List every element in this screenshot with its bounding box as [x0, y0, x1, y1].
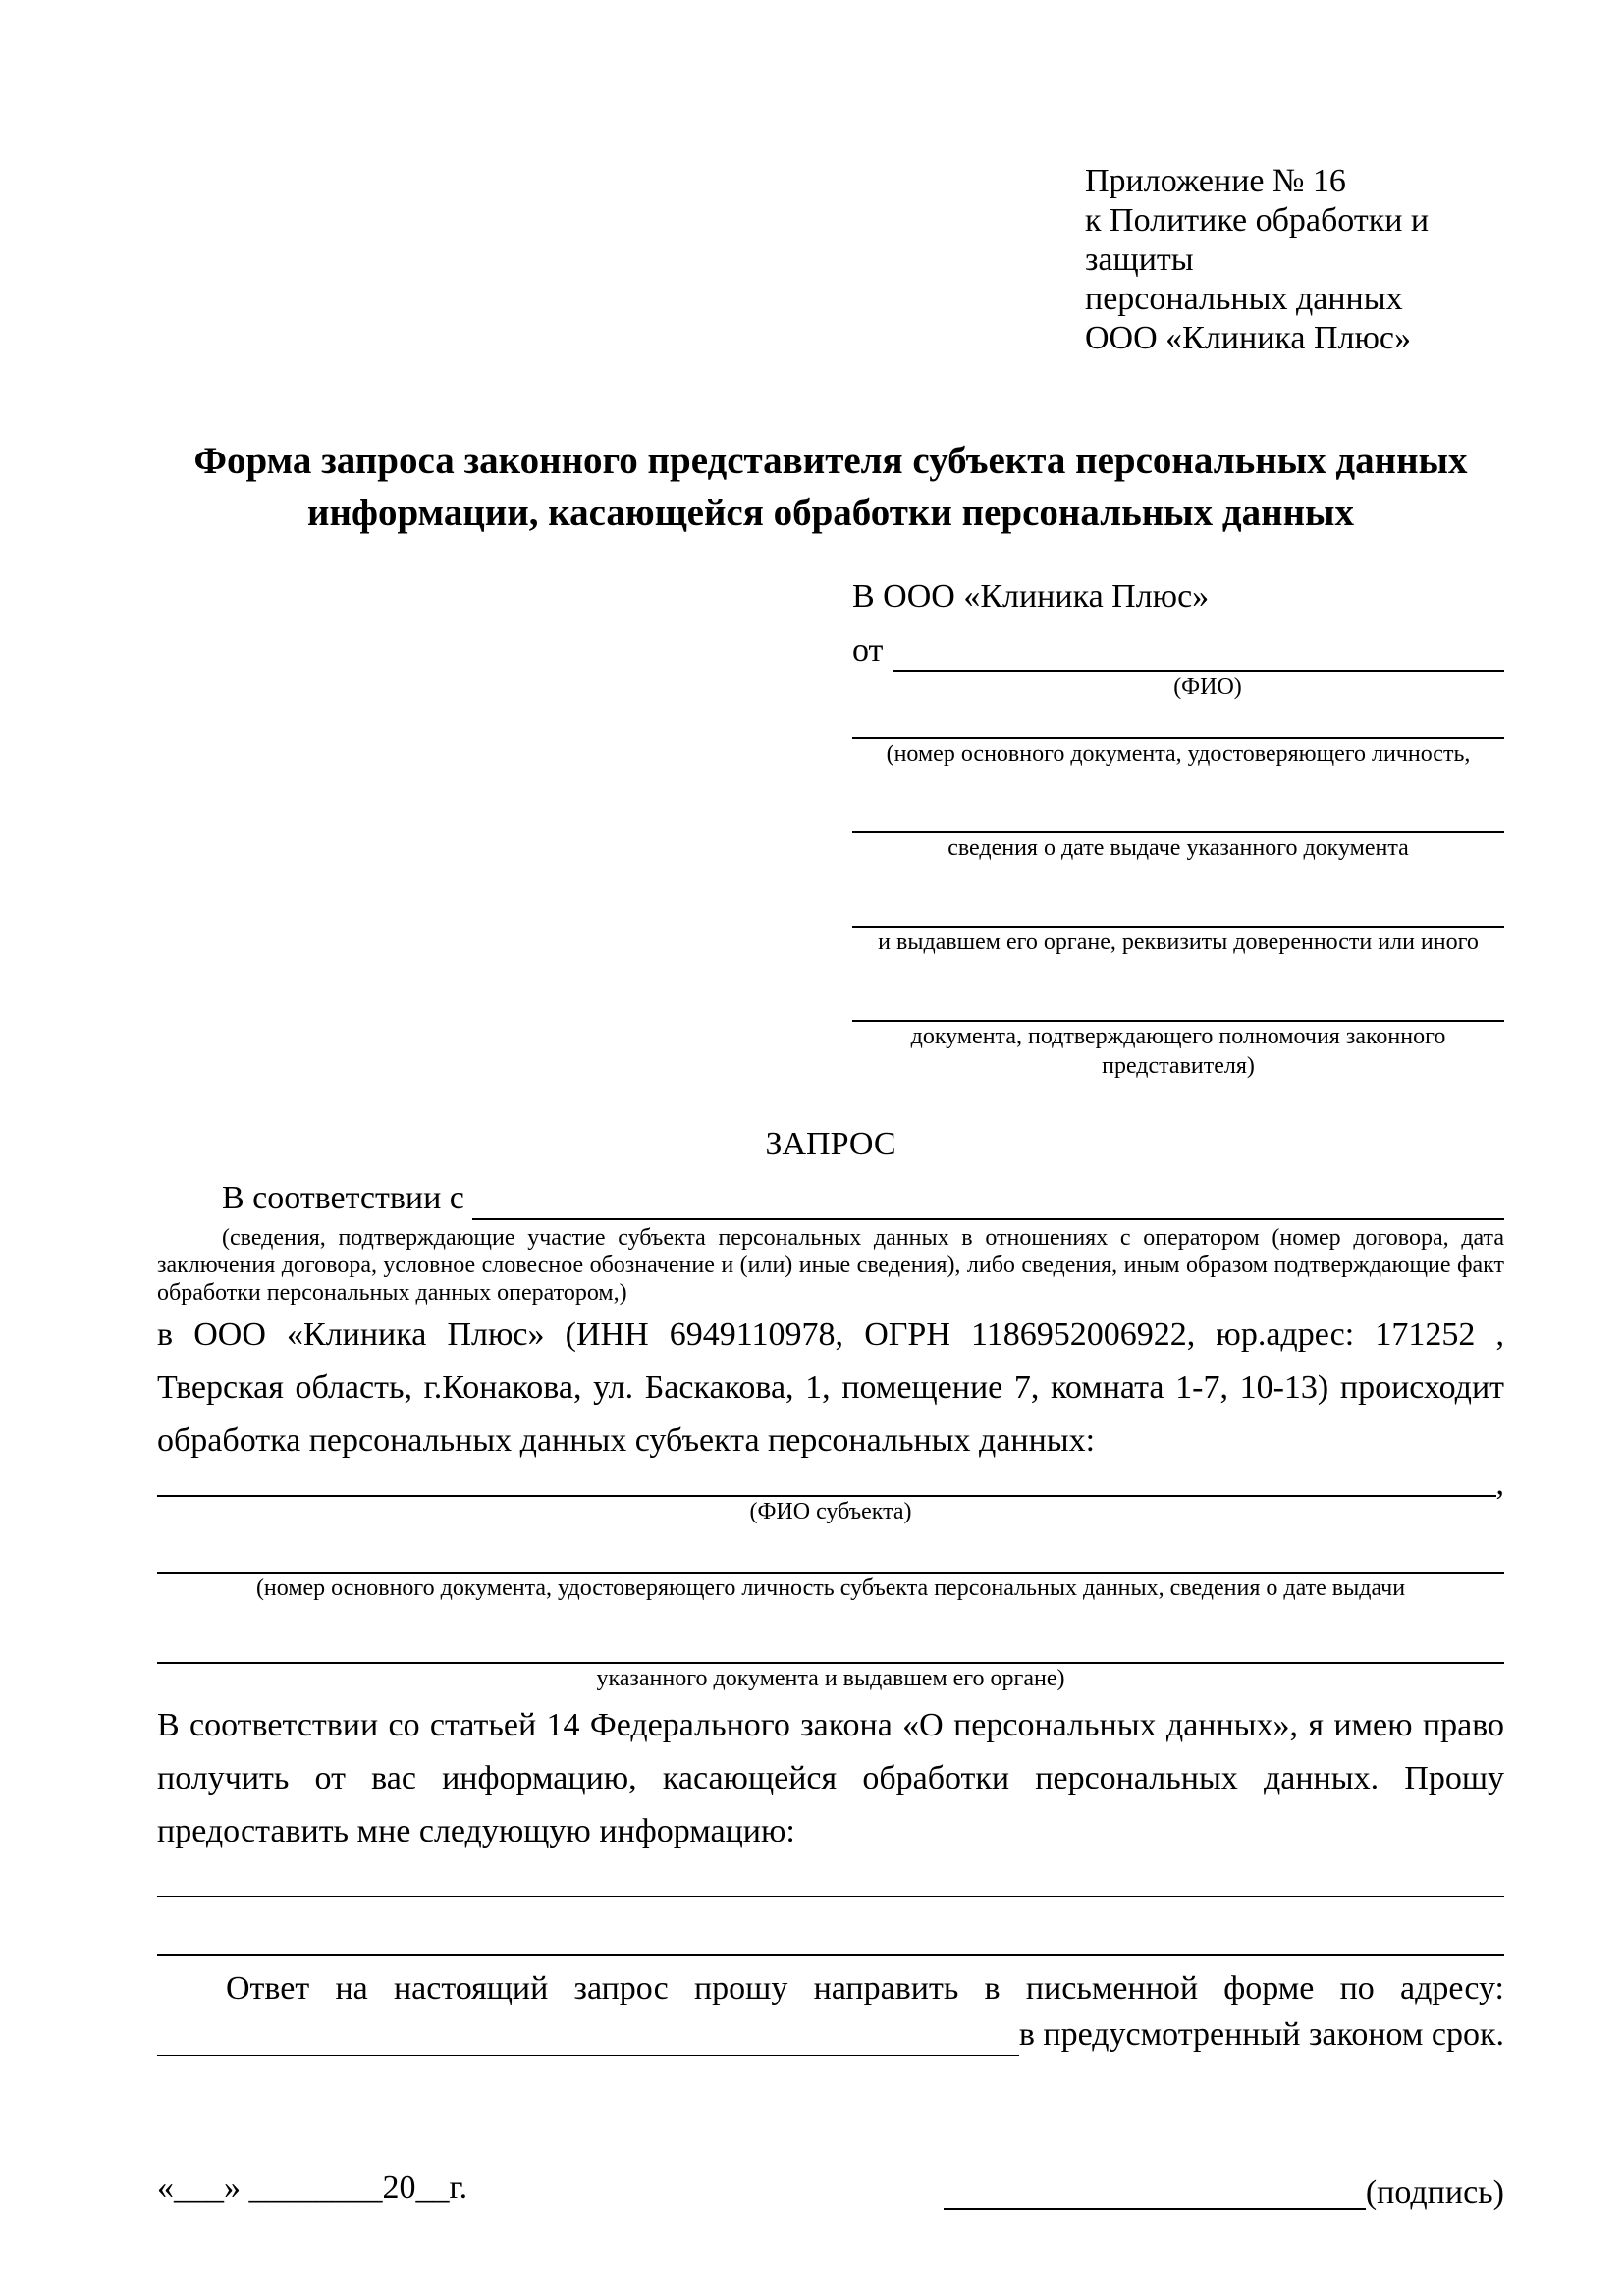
doc-number-caption: (номер основного документа, удостоверяющего личность,	[886, 741, 1471, 767]
appendix-header	[1085, 162, 1504, 358]
document-title	[157, 435, 1504, 539]
accordance-note: (сведения, подтверждающие участие субъекта персональных данных в отношениях с оператором (номер договора, дата заключения договора, условное словесное обозначение и (или) иные сведения), либо сведения, иным образом подтверждающие факт обработки персональных данных оператором,)	[157, 1225, 1504, 1306]
reply-address-row	[157, 2013, 1504, 2056]
subject-doc-blank-line	[157, 1552, 1504, 1574]
subject-fio-comma: ,	[1495, 1466, 1504, 1502]
appendix-header-line: ООО «Клиника Плюс»	[1085, 320, 1411, 356]
accordance-label: В соответствии с	[222, 1179, 464, 1216]
appendix-header-line: к Политике обработки и защиты	[1085, 202, 1430, 278]
addressee-block	[852, 574, 1504, 1081]
issue-date-blank-line	[852, 810, 1504, 833]
reply-paragraph: Ответ на настоящий запрос прошу направить в письменной форме по адресу:	[226, 1970, 1504, 2006]
operator-paragraph: в ООО «Клиника Плюс» (ИНН 6949110978, ОГРН 1186952006922, юр.адрес: 171252 , Тверская область, г.Конакова, ул. Баскакова, 1, помещение 7, комната 1-7, 10-13) происходит обработка персональных данных субъекта персональных данных:	[157, 1316, 1504, 1459]
doc-number-blank-line	[852, 716, 1504, 739]
authority-document-caption: документа, подтверждающего полномочия законного представителя)	[910, 1024, 1446, 1079]
document-title-line: Форма запроса законного представителя субъекта персональных данных	[193, 440, 1468, 482]
authority-document-blank-line	[852, 998, 1504, 1022]
reply-address-blank-line	[157, 2055, 1019, 2056]
from-row	[852, 619, 1504, 672]
appendix-header-line: Приложение № 16	[1085, 163, 1346, 199]
subject-fio-caption: (ФИО субъекта)	[749, 1499, 912, 1524]
date-line: «___» ________20__г.	[157, 2169, 468, 2206]
fio-caption: (ФИО)	[1173, 674, 1242, 700]
addressee-organization: В ООО «Клиника Плюс»	[852, 578, 1210, 614]
subject-doc-caption: (номер основного документа, удостоверяющего личность субъекта персональных данных, сведения о дате выдачи	[255, 1575, 1406, 1601]
document-title-line: информации, касающейся обработки персональных данных	[307, 492, 1354, 534]
request-heading: ЗАПРОС	[765, 1126, 896, 1162]
accordance-blank-line	[472, 1218, 1504, 1220]
accordance-row	[157, 1171, 1504, 1220]
signature-caption: (подпись)	[1365, 2174, 1504, 2212]
signature-blank-line	[944, 2182, 1366, 2210]
issuing-authority-blank-line	[852, 904, 1504, 928]
reply-suffix: в предусмотренный законом срок.	[1018, 2016, 1504, 2053]
issue-date-caption: сведения о дате выдаче указанного документа	[947, 835, 1409, 861]
date-signature-row	[157, 2166, 1504, 2210]
subject-doc-authority-blank-line	[157, 1642, 1504, 1664]
appendix-header-line: персональных данных	[1085, 281, 1403, 317]
requested-info-blank-line-1	[157, 1874, 1504, 1897]
subject-fio-row	[157, 1466, 1504, 1502]
subject-doc-authority-caption: указанного документа и выдавшем его органе)	[596, 1666, 1065, 1691]
issuing-authority-caption: и выдавшем его органе, реквизиты доверенности или иного	[878, 930, 1479, 955]
from-label: от	[852, 631, 884, 668]
signature-group	[944, 2176, 1504, 2210]
law-paragraph: В соответствии со статьей 14 Федерального закона «О персональных данных», я имею право получить от вас информацию, касающейся обработки персональных данных. Прошу предоставить мне следующую информацию:	[157, 1707, 1504, 1849]
requested-info-blank-line-2	[157, 1933, 1504, 1956]
